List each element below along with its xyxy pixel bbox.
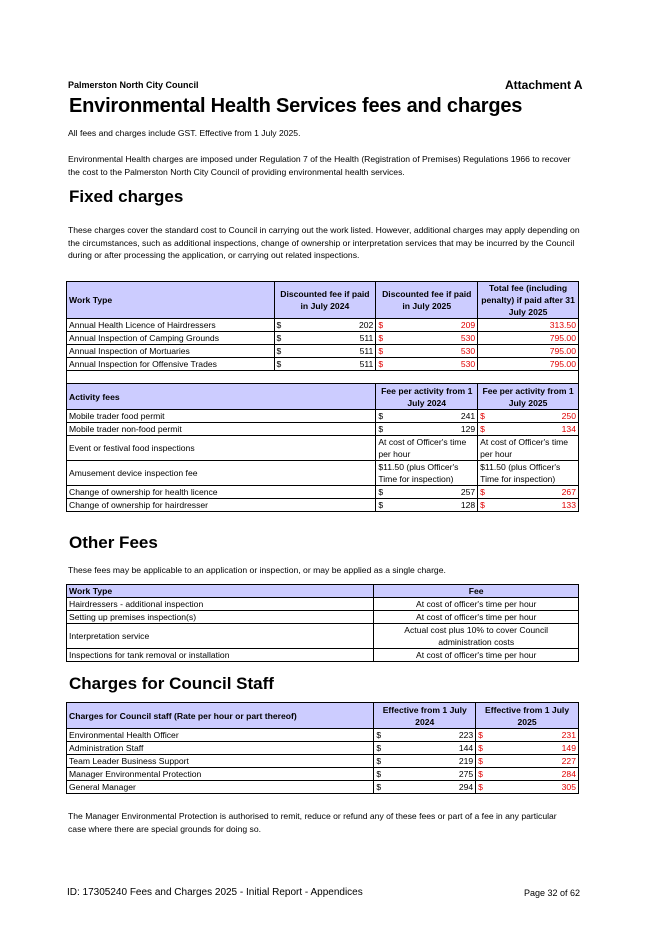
work-type-cell: Annual Inspection of Mortuaries <box>67 345 275 358</box>
table-row <box>67 649 579 662</box>
table-header-row <box>67 585 579 598</box>
fee-cell: At cost of officer's time per hour <box>374 598 579 611</box>
footer-page-number: Page 32 of 62 <box>524 888 581 898</box>
table-row <box>67 499 579 512</box>
fixed-charges-description: These charges cover the standard cost to Council in carrying out the work listed. However, additional charges may apply depending on the circumstances, such as additional inspections, change of ownership or interpretation services that may be incurred by the Council during or after processing the application, or carrying out related inspections. <box>68 225 580 260</box>
staff-charges-heading: Charges for Council Staff <box>69 674 274 693</box>
fee-2024-cell: $ 257 <box>376 486 478 499</box>
rate-2025-cell: $ 284 <box>476 768 579 781</box>
column-header: Charges for Council staff (Rate per hour or part thereof) <box>67 703 374 729</box>
table-row <box>67 624 579 649</box>
table-row <box>67 755 579 768</box>
table-header-row <box>67 282 579 319</box>
fee-2024-cell: $ 511 <box>274 345 376 358</box>
column-header: Activity fees <box>67 384 376 410</box>
column-header: Work Type <box>67 282 275 319</box>
total-fee-cell: 795.00 <box>478 358 579 371</box>
fee-2025-cell: $ 530 <box>376 358 478 371</box>
total-fee-cell: 795.00 <box>478 345 579 358</box>
attachment-label: Attachment A <box>505 78 583 92</box>
column-header: Total fee (including penalty) if paid after 31 July 2025 <box>478 282 579 319</box>
staff-role-cell: General Manager <box>67 781 374 794</box>
rate-2024-cell: $ 294 <box>374 781 476 794</box>
rate-2024-cell: $ 275 <box>374 768 476 781</box>
work-type-cell: Annual Inspection of Camping Grounds <box>67 332 275 345</box>
fee-2024-cell: $ 511 <box>274 358 376 371</box>
column-header: Effective from 1 July 2025 <box>476 703 579 729</box>
column-header: Work Type <box>67 585 374 598</box>
activity-cell: Mobile trader non-food permit <box>67 423 376 436</box>
work-type-cell: Interpretation service <box>67 624 374 649</box>
table-row <box>67 436 579 461</box>
staff-role-cell: Team Leader Business Support <box>67 755 374 768</box>
other-fees-heading: Other Fees <box>69 533 158 552</box>
fee-cell: At cost of officer's time per hour <box>374 611 579 624</box>
gst-note: All fees and charges include GST. Effective from 1 July 2025. <box>68 128 301 138</box>
fee-2024-cell: $11.50 (plus Officer's Time for inspection) <box>376 461 478 486</box>
table-row <box>67 410 579 423</box>
regulation-paragraph: Environmental Health charges are imposed under Regulation 7 of the Health (Registration of Premises) Regulations 1966 to recover the cost to the Palmerston North City Council of providing environmental health services. <box>68 154 571 177</box>
rate-2024-cell: $ 219 <box>374 755 476 768</box>
activity-cell: Event or festival food inspections <box>67 436 376 461</box>
fixed-charges-heading: Fixed charges <box>69 187 184 206</box>
staff-role-cell: Manager Environmental Protection <box>67 768 374 781</box>
column-header: Fee per activity from 1 July 2024 <box>376 384 478 410</box>
fee-2025-cell: $ 133 <box>478 499 579 512</box>
table-row <box>67 768 579 781</box>
fee-2024-cell: $ 129 <box>376 423 478 436</box>
column-header: Fee per activity from 1 July 2025 <box>478 384 579 410</box>
fee-2025-cell: $ 267 <box>478 486 579 499</box>
fee-2025-cell: $ 530 <box>376 332 478 345</box>
table-row <box>67 423 579 436</box>
table-row <box>67 781 579 794</box>
work-type-cell: Setting up premises inspection(s) <box>67 611 374 624</box>
fee-cell: Actual cost plus 10% to cover Council administration costs <box>374 624 579 649</box>
fee-2024-cell: $ 511 <box>274 332 376 345</box>
fee-2024-cell: $ 128 <box>376 499 478 512</box>
total-fee-cell: 795.00 <box>478 332 579 345</box>
table-row <box>67 319 579 332</box>
work-type-cell: Annual Inspection for Offensive Trades <box>67 358 275 371</box>
table-row <box>67 742 579 755</box>
other-fees-description: These fees may be applicable to an application or inspection, or may be applied as a single charge. <box>68 565 446 575</box>
fee-2025-cell: $11.50 (plus Officer's Time for inspection) <box>478 461 579 486</box>
activity-cell: Amusement device inspection fee <box>67 461 376 486</box>
rate-2024-cell: $ 144 <box>374 742 476 755</box>
page-title: Environmental Health Services fees and charges <box>69 95 523 117</box>
column-header: Effective from 1 July 2024 <box>374 703 476 729</box>
work-type-cell: Hairdressers - additional inspection <box>67 598 374 611</box>
fee-2025-cell: $ 530 <box>376 345 478 358</box>
column-header: Fee <box>374 585 579 598</box>
staff-role-cell: Environmental Health Officer <box>67 729 374 742</box>
work-type-cell: Inspections for tank removal or installation <box>67 649 374 662</box>
activity-cell: Change of ownership for health licence <box>67 486 376 499</box>
fee-2025-cell: $ 134 <box>478 423 579 436</box>
activity-header-row <box>67 384 579 410</box>
table-row <box>67 358 579 371</box>
fee-2025-cell: $ 250 <box>478 410 579 423</box>
remission-note: The Manager Environmental Protection is authorised to remit, reduce or refund any of these fees or part of a fee in any particular case where there are special grounds for doing so. <box>68 811 557 834</box>
staff-charges-table <box>66 702 579 794</box>
table-spacer <box>67 371 579 384</box>
column-header: Discounted fee if paid in July 2025 <box>376 282 478 319</box>
activity-cell: Mobile trader food permit <box>67 410 376 423</box>
staff-role-cell: Administration Staff <box>67 742 374 755</box>
activity-cell: Change of ownership for hairdresser <box>67 499 376 512</box>
rate-2025-cell: $ 231 <box>476 729 579 742</box>
fee-2024-cell: At cost of Officer's time per hour <box>376 436 478 461</box>
fixed-charges-table <box>66 281 579 512</box>
table-row <box>67 345 579 358</box>
fee-2024-cell: $ 241 <box>376 410 478 423</box>
fee-cell: At cost of officer's time per hour <box>374 649 579 662</box>
table-row <box>67 332 579 345</box>
footer-document-id: ID: 17305240 Fees and Charges 2025 - Initial Report - Appendices <box>67 887 363 898</box>
table-row <box>67 729 579 742</box>
council-name: Palmerston North City Council <box>68 80 199 90</box>
table-row <box>67 486 579 499</box>
other-fees-table <box>66 584 579 662</box>
rate-2025-cell: $ 227 <box>476 755 579 768</box>
table-row <box>67 611 579 624</box>
table-header-row <box>67 703 579 729</box>
rate-2025-cell: $ 149 <box>476 742 579 755</box>
rate-2025-cell: $ 305 <box>476 781 579 794</box>
fee-2025-cell: At cost of Officer's time per hour <box>478 436 579 461</box>
table-row <box>67 461 579 486</box>
rate-2024-cell: $ 223 <box>374 729 476 742</box>
fee-2025-cell: $ 209 <box>376 319 478 332</box>
table-row <box>67 598 579 611</box>
column-header: Discounted fee if paid in July 2024 <box>274 282 376 319</box>
fee-2024-cell: $ 202 <box>274 319 376 332</box>
work-type-cell: Annual Health Licence of Hairdressers <box>67 319 275 332</box>
total-fee-cell: 313.50 <box>478 319 579 332</box>
